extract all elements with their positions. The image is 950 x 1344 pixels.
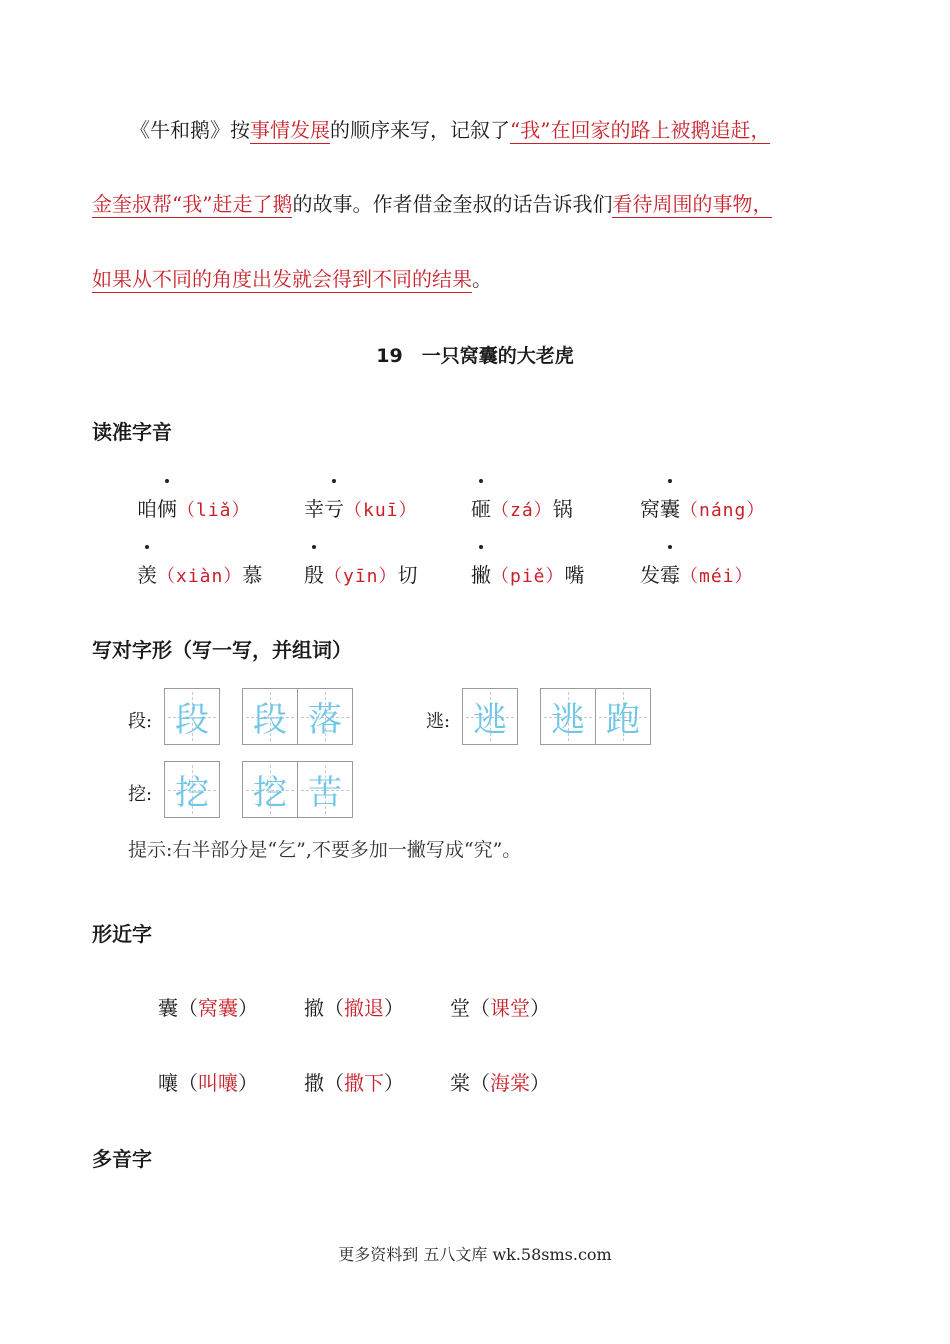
char-grid-single: 挖 [164,761,220,818]
emphasis-dot [145,545,149,549]
section-heading-pronunciation: 读准字音 [92,420,172,444]
intro-text: 《牛和鹅》按 [130,118,250,142]
pronunciation-item: 窝 囊（náng） [640,493,765,522]
char-grid-single: 段 [164,688,220,745]
similar-item: 棠（海棠） [450,1071,550,1095]
emphasis-dot [479,545,483,549]
similar-item: 撒（撒下） [304,1071,404,1095]
intro-line-1 [130,118,770,142]
similar-item: 嚷（叫嚷） [158,1071,258,1095]
emphasis-dot [668,479,672,483]
section-heading-writing: 写对字形（写一写，并组词） [92,638,352,662]
pronunciation-item: 撇（piě）嘴 [471,559,585,588]
pronunciation-item: 羡（xiàn）慕 [137,559,262,588]
section-heading-similar: 形近字 [92,922,152,946]
pronunciation-item: 幸 亏（kuī） [304,493,418,522]
answer-blank: 事情发展 [250,118,330,142]
pronunciation-item: 砸（zá）锅 [471,493,573,522]
pronunciation-item: 咱 俩（liǎ） [137,493,251,522]
pronunciation-item: 发 霉（méi） [640,559,754,588]
emphasis-dot [165,479,169,483]
intro-text: 的故事。作者借金奎叔的话告诉我们 [292,192,613,216]
emphasis-dot [668,545,672,549]
char-grid-pair: 挖 苦 [242,761,353,818]
similar-item: 撤（撤退） [304,996,404,1020]
writing-tip: 提示:右半部分是“乞”,不要多加一撇写成“究”。 [128,839,522,861]
writing-label: 挖: [128,784,153,805]
answer-blank: 如果从不同的角度出发就会得到不同的结果 [92,267,472,291]
answer-blank: “我”在回家的路上被鹅追赶， [510,118,771,142]
writing-label: 段: [128,711,153,732]
intro-text: 的顺序来写，记叙了 [330,118,510,142]
intro-text: 。 [472,267,492,291]
writing-label: 逃: [426,711,451,732]
lesson-title: 19 一只窝囊的大老虎 [376,345,574,367]
emphasis-dot [312,545,316,549]
footer-text: 更多资料到 五八文库 wk.58sms.com [338,1245,612,1264]
emphasis-dot [479,479,483,483]
pronunciation-item: 殷（yīn）切 [304,559,418,588]
section-heading-polyphone: 多音字 [92,1147,152,1171]
answer-blank: 金奎叔帮“我”赶走了鹅 [92,192,293,216]
intro-line-3 [92,267,492,291]
emphasis-dot [332,479,336,483]
char-grid-single: 逃 [462,688,518,745]
char-grid-pair: 逃 跑 [540,688,651,745]
similar-item: 囊（窝囊） [158,996,258,1020]
similar-item: 堂（课堂） [450,996,550,1020]
char-grid-pair: 段 落 [242,688,353,745]
intro-line-2 [92,192,772,216]
answer-blank: 看待周围的事物， [612,192,773,216]
